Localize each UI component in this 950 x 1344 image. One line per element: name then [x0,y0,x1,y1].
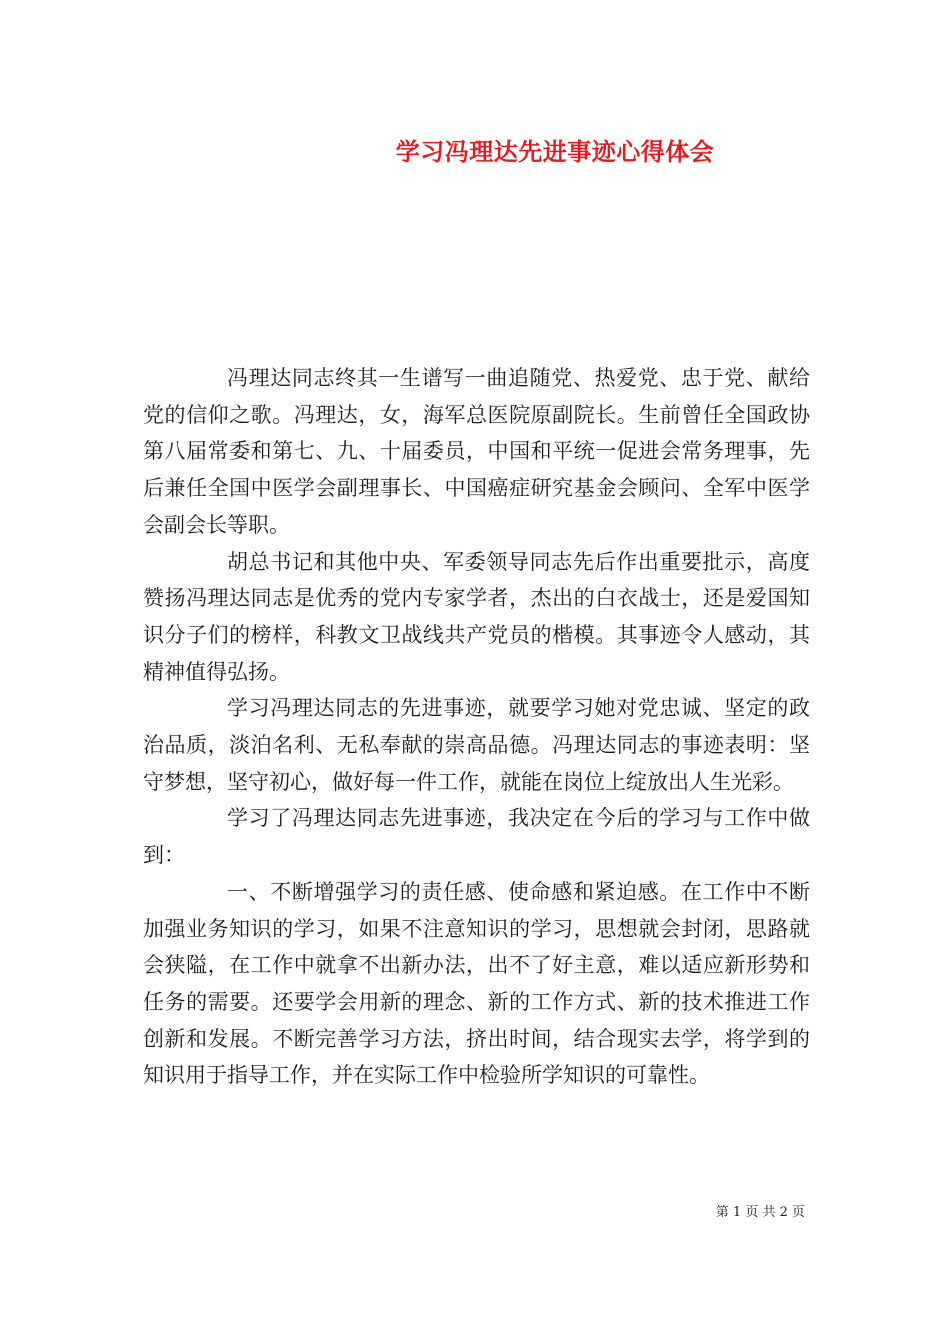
paragraph-1: 冯理达同志终其一生谱写一曲追随党、热爱党、忠于党、献给党的信仰之歌。冯理达，女，海军总医院原副院长。生前曾任全国政协第八届常委和第七、九、十届委员，中国和平统一促进会常务理事，先后兼任全国中医学会副理事长、中国癌症研究基金会顾问、全军中医学会副会长等职。 [143,366,810,537]
paragraph-2: 胡总书记和其他中央、军委领导同志先后作出重要批示，高度赞扬冯理达同志是优秀的党内专家学者，杰出的白衣战士，还是爱国知识分子们的榜样，科教文卫战线共产党员的楷模。其事迹令人感动，其精神值得弘扬。 [143,549,810,684]
paragraph-5: 一、不断增强学习的责任感、使命感和紧迫感。在工作中不断加强业务知识的学习，如果不注意知识的学习，思想就会封闭，思路就会狭隘，在工作中就拿不出新办法，出不了好主意，难以适应新形势和任务的需要。还要学会用新的理念、新的工作方式、新的技术推进工作创新和发展。不断完善学习方法，挤出时间，结合现实去学，将学到的知识用于指导工作，并在实际工作中检验所学知识的可靠性。 [143,879,810,1088]
document-title: 学习冯理达先进事迹心得体会 [395,137,715,166]
page-number-footer: 第 1 页 共 2 页 [715,1205,805,1220]
document-body [143,360,810,1094]
paragraph-3: 学习冯理达同志的先进事迹，就要学习她对党忠诚、坚定的政治品质，淡泊名利、无私奉献的崇高品德。冯理达同志的事迹表明：坚守梦想，坚守初心，做好每一件工作，就能在岗位上绽放出人生光彩。 [143,696,810,794]
paragraph-4: 学习了冯理达同志先进事迹，我决定在今后的学习与工作中做到： [143,806,810,868]
